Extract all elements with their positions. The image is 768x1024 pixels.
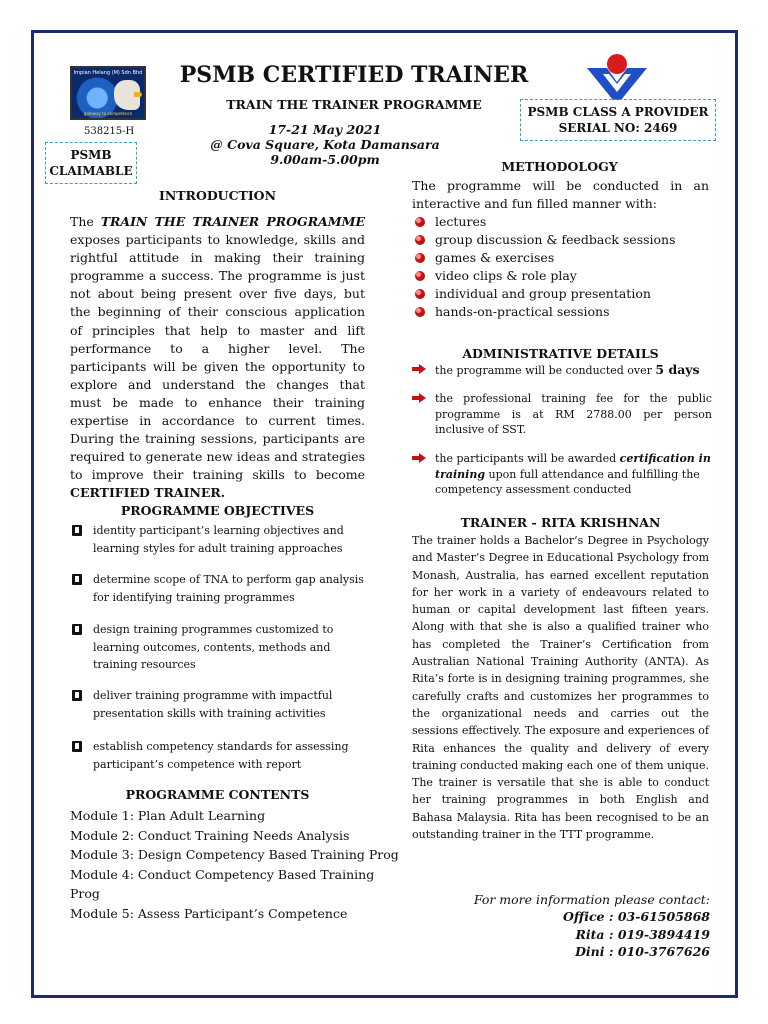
claimable-badge [45, 142, 137, 184]
contact-block [420, 891, 710, 960]
provider-badge [520, 99, 716, 141]
objective-item [70, 571, 370, 606]
methodology-text: individual and group presentation [435, 286, 651, 301]
admin-heading: ADMINISTRATIVE DETAILS [462, 346, 659, 361]
contact-rita: Rita : 019-3894419 [575, 926, 710, 942]
book-icon [72, 574, 82, 585]
module-item: Module 5: Assess Participant’s Competence [70, 905, 348, 921]
methodology-item [412, 285, 712, 303]
page-title: PSMB CERTIFIED TRAINER [179, 62, 529, 88]
admin-item [412, 451, 712, 498]
intro-certified: CERTIFIED TRAINER. [70, 485, 226, 501]
module-item: Module 4: Conduct Competency Based Training Prog [70, 866, 375, 901]
methodology-text: games & exercises [435, 250, 555, 265]
registration-number: 538215-H [84, 126, 135, 137]
psmb-logo-icon [585, 52, 649, 102]
book-icon [72, 690, 82, 701]
bullet-icon [415, 235, 425, 245]
event-venue: @ Cova Square, Kota Damansara [210, 137, 440, 152]
contact-dini: Dini : 010-3767626 [575, 943, 710, 959]
methodology-item [412, 249, 712, 267]
provider-class: PSMB CLASS A PROVIDER [527, 105, 709, 119]
methodology-intro: The programme will be conducted in an interactive and fun filled manner with: [412, 178, 709, 211]
objective-text: identity participant’s learning objectives and learning styles for adult training approaches [93, 524, 344, 555]
event-time: 9.00am-5.00pm [270, 152, 380, 167]
methodology-item [412, 267, 712, 285]
provider-serial: SERIAL NO: 2469 [558, 121, 678, 135]
module-item: Module 2: Conduct Training Needs Analysis [70, 827, 350, 843]
introduction-text [70, 213, 365, 503]
contact-label: For more information please contact: [473, 892, 710, 907]
objective-item [70, 687, 370, 722]
module-list [70, 806, 400, 923]
logo-tagline: gateway to competence [83, 111, 133, 116]
objective-text: deliver training programme with impactful presentation skills with training activities [93, 689, 333, 720]
module-item: Module 3: Design Competency Based Training Prog [70, 847, 399, 862]
admin-certification-text: the participants will be awarded [435, 452, 620, 465]
methodology-item [412, 231, 712, 249]
methodology-heading: METHODOLOGY [501, 159, 618, 174]
bullet-icon [415, 271, 425, 281]
arrow-right-icon [412, 453, 426, 463]
objective-item [70, 738, 370, 773]
objectives-heading: PROGRAMME OBJECTIVES [120, 503, 315, 518]
book-icon [72, 624, 82, 635]
methodology-item [412, 303, 712, 321]
arrow-right-icon [412, 364, 426, 374]
claimable-line2: CLAIMABLE [49, 164, 133, 178]
trainer-heading: TRAINER - RITA KRISHNAN [460, 515, 661, 530]
beak-icon [134, 92, 142, 97]
admin-fee-text: the professional training fee for the public programme is at RM 2788.00 per person inclusive of SST. [435, 392, 712, 436]
objective-text: determine scope of TNA to perform gap analysis for identifying training programmes [93, 573, 364, 604]
intro-lead: The [70, 214, 101, 229]
programme-subtitle: TRAIN THE TRAINER PROGRAMME [226, 97, 482, 112]
bullet-icon [415, 289, 425, 299]
objective-item [70, 522, 370, 557]
methodology-text: lectures [435, 214, 487, 229]
methodology-text: video clips & role play [435, 268, 577, 283]
admin-item [412, 391, 712, 438]
admin-item [412, 362, 712, 379]
methodology-text: group discussion & feedback sessions [435, 232, 676, 247]
admin-certification-em: certification in training [435, 452, 711, 481]
admin-duration-days: 5 days [655, 362, 700, 377]
intro-body: exposes participants to knowledge, skills and rightful attitude in making their training programme a success. The programme is just not about being present over five days, but the beginning of their conscious application of principles that help to master and lift performance to a higher level. The participants will be given the opportunity to explore and understand the changes that must be made to enhance their training expertise in accordance to current times. During the training sessions, participants are required to generate new ideas and strategies to improve their training skills to become [70, 232, 365, 483]
methodology-item [412, 213, 712, 231]
methodology-text: hands-on-practical sessions [435, 304, 610, 319]
objective-text: establish competency standards for assessing participant’s competence with report [93, 740, 349, 771]
objective-item [70, 621, 370, 674]
intro-programme-name: TRAIN THE TRAINER PROGRAMME [100, 214, 366, 229]
trainer-bio: The trainer holds a Bachelor’s Degree in Psychology and Master’s Degree in Educational Psychology from Monash, Australia, has earned excellent reputation for her work in a variety of endeavours related to human or capital development last fifteen years. Along with that she is also a qualified trainer who has completed the Trainer’s Certification from Australian National Training Authority (ANTA). As Rita’s forte is in designing training programmes, she carefully crafts and customizes her programmes to the organizational needs and carries out the sessions effectively. The exposure and experiences of Rita enhances the quality and delivery of every training conducted making each one of them unique. The trainer is versatile that she is able to conduct her training programmes in both English and Bahasa Malaysia. Rita has been recognised to be an outstanding trainer in the TTT programme. [412, 534, 709, 842]
book-icon [72, 525, 82, 536]
event-date: 17-21 May 2021 [268, 122, 382, 137]
introduction-heading: INTRODUCTION [158, 188, 276, 203]
admin-duration-text: the programme will be conducted over [435, 364, 656, 377]
module-item: Module 1: Plan Adult Learning [70, 808, 266, 823]
company-logo [70, 66, 146, 120]
contact-office: Office : 03-61505868 [562, 909, 710, 925]
bullet-icon [415, 217, 425, 227]
contents-heading: PROGRAMME CONTENTS [125, 787, 310, 802]
bullet-icon [415, 253, 425, 263]
bullet-icon [415, 307, 425, 317]
book-icon [72, 741, 82, 752]
methodology-list [412, 213, 712, 321]
claimable-line1: PSMB [70, 148, 112, 162]
admin-certification-rest: upon full attendance and fulfilling the competency assessment conducted [435, 467, 700, 496]
objective-text: design training programmes customized to learning outcomes, contents, methods and training resources [93, 623, 334, 671]
arrow-right-icon [412, 393, 426, 403]
logo-top-text: Impian Helang (M) Sdn Bhd [73, 70, 143, 76]
